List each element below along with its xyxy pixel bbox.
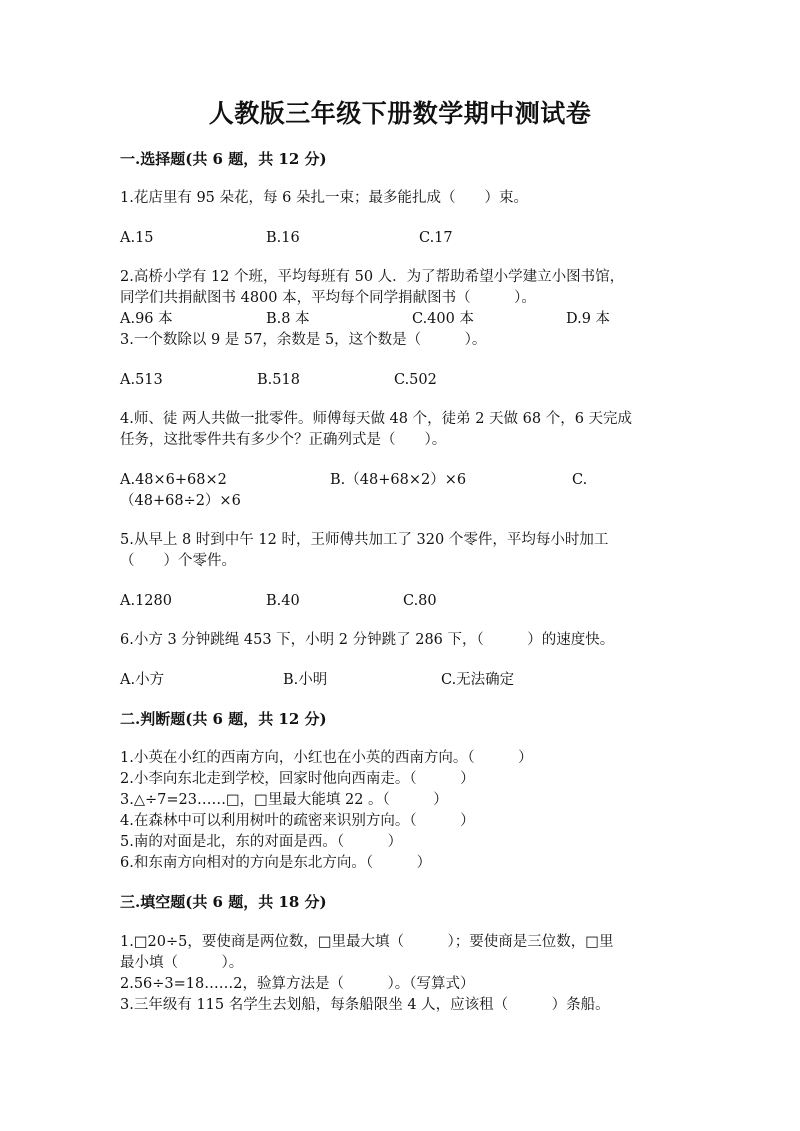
q5-option-b: B.40 <box>266 593 300 609</box>
section-heading-choice: 一.选择题(共 6 题，共 12 分) <box>120 150 327 168</box>
question-4-line-2: 任务，这批零件共有多少个？正确列式是（ ）。 <box>120 432 447 448</box>
q3-option-a: A.513 <box>120 372 163 388</box>
q6-option-a: A.小方 <box>120 672 165 688</box>
question-4-line-1: 4.师、徒 两人共做一批零件。师傅每天做 48 个，徒弟 2 天做 68 个，6 天完成 <box>120 411 633 427</box>
q4-option-b: B.（48+68×2）×6 <box>330 472 467 488</box>
q5-option-a: A.1280 <box>120 593 172 609</box>
question-5-line-1: 5.从早上 8 时到中午 12 时，王师傅共加工了 320 个零件，平均每小时加工 <box>120 532 609 548</box>
q4-option-c-text: （48+68÷2）×6 <box>120 493 241 509</box>
q1-option-c: C.17 <box>419 230 453 246</box>
judgment-item-3: 3.△÷7=23……□，□里最大能填 22 。（ ） <box>120 792 448 808</box>
q4-option-a: A.48×6+68×2 <box>120 472 227 488</box>
page-title: 人教版三年级下册数学期中测试卷 <box>208 99 592 128</box>
q5-option-c: C.80 <box>403 593 437 609</box>
question-6-text: 6.小方 3 分钟跳绳 453 下，小明 2 分钟跳了 286 下，（ ）的速度快。 <box>120 632 615 648</box>
q2-option-a: A.96 本 <box>120 311 173 327</box>
question-2-line-2: 同学们共捐献图书 4800 本，平均每个同学捐献图书（ ）。 <box>120 290 536 306</box>
section-heading-fill: 三.填空题(共 6 题，共 18 分) <box>120 893 327 911</box>
fill-item-3: 3.三年级有 115 名学生去划船，每条船限坐 4 人，应该租（ ）条船。 <box>120 997 610 1013</box>
question-5-line-2: （ ）个零件。 <box>120 553 236 569</box>
fill-item-1-line-1: 1.□20÷5，要使商是两位数，□里最大填（ ）；要使商是三位数，□里 <box>120 934 614 950</box>
fill-item-1-line-2: 最小填（ ）。 <box>120 955 244 971</box>
judgment-item-5: 5.南的对面是北，东的对面是西。（ ） <box>120 834 403 850</box>
q1-option-a: A.15 <box>120 230 154 246</box>
q2-option-d: D.9 本 <box>566 311 611 327</box>
q3-option-b: B.518 <box>257 372 300 388</box>
q3-option-c: C.502 <box>394 372 437 388</box>
judgment-item-6: 6.和东南方向相对的方向是东北方向。（ ） <box>120 855 432 871</box>
q2-option-c: C.400 本 <box>412 311 474 327</box>
question-2-line-1: 2.高桥小学有 12 个班，平均每班有 50 人．为了帮助希望小学建立小图书馆， <box>120 269 625 285</box>
q6-option-b: B.小明 <box>283 672 328 688</box>
q6-option-c: C.无法确定 <box>441 672 515 688</box>
judgment-item-1: 1.小英在小红的西南方向，小红也在小英的西南方向。（ ） <box>120 750 533 766</box>
q1-option-b: B.16 <box>266 230 300 246</box>
question-3-text: 3.一个数除以 9 是 57，余数是 5，这个数是（ ）。 <box>120 332 487 348</box>
q2-option-b: B.8 本 <box>266 311 310 327</box>
question-1-text: 1.花店里有 95 朵花，每 6 朵扎一束；最多能扎成（ ）束。 <box>120 190 528 206</box>
fill-item-2: 2.56÷3=18……2，验算方法是（ ）。（写算式） <box>120 976 475 992</box>
judgment-item-4: 4.在森林中可以利用树叶的疏密来识别方向。（ ） <box>120 813 475 829</box>
judgment-item-2: 2.小李向东北走到学校，回家时他向西南走。（ ） <box>120 771 475 787</box>
section-heading-judgment: 二.判断题(共 6 题，共 12 分) <box>120 710 327 728</box>
q4-option-c-label: C. <box>572 472 588 488</box>
